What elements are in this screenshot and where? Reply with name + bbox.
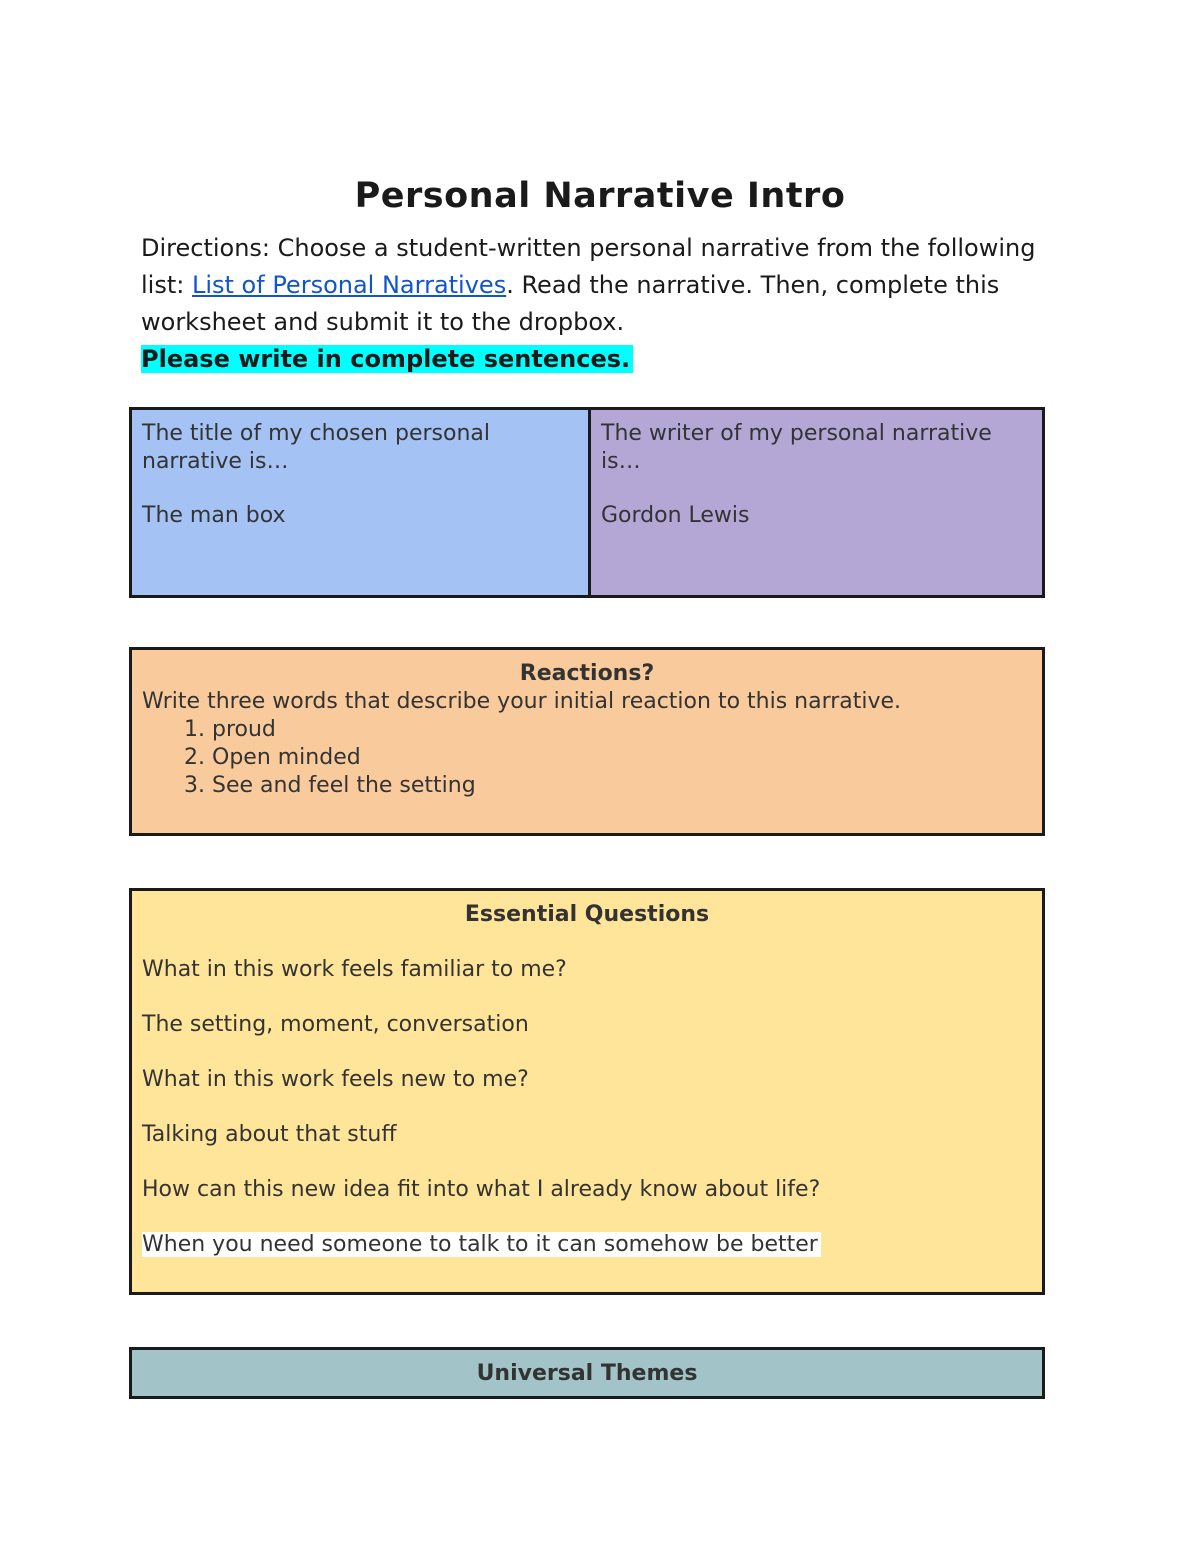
complete-sentences-note: Please write in complete sentences.	[141, 345, 633, 373]
question-3: How can this new idea fit into what I already know about life?	[142, 1177, 821, 1202]
narratives-list-link[interactable]: List of Personal Narratives	[191, 271, 507, 299]
reactions-list	[142, 716, 1032, 800]
directions	[141, 230, 1071, 378]
answer-1[interactable]: The setting, moment, conversation	[142, 1012, 529, 1037]
writer-answer[interactable]: Gordon Lewis	[601, 503, 750, 528]
info-table	[129, 407, 1045, 598]
reactions-box[interactable]	[129, 647, 1045, 836]
title-answer[interactable]: The man box	[142, 503, 286, 528]
question-2: What in this work feels new to me?	[142, 1067, 529, 1092]
writer-prompt: The writer of my personal narrative is…	[601, 421, 992, 474]
universal-themes-heading: Universal Themes	[476, 1361, 698, 1386]
essential-questions-heading: Essential Questions	[464, 902, 710, 927]
directions-text-1: Directions: Choose a student-written personal narrative from the following list:	[141, 234, 1036, 299]
reactions-prompt: Write three words that describe your initial reaction to this narrative.	[142, 689, 902, 714]
page-title: Personal Narrative Intro	[354, 176, 846, 216]
universal-themes-box	[129, 1347, 1045, 1399]
reaction-item[interactable]: 1. proud	[212, 716, 1032, 744]
answer-2[interactable]: Talking about that stuff	[142, 1122, 397, 1147]
title-prompt: The title of my chosen personal narrative is…	[142, 421, 490, 474]
title-cell[interactable]	[132, 410, 591, 595]
answer-3[interactable]: When you need someone to talk to it can somehow be better	[142, 1232, 821, 1257]
reaction-item[interactable]: 3. See and feel the setting	[212, 772, 1032, 800]
writer-cell[interactable]	[591, 410, 1042, 595]
essential-questions-box[interactable]	[129, 888, 1045, 1295]
reactions-heading: Reactions?	[519, 661, 655, 686]
reaction-item[interactable]: 2. Open minded	[212, 744, 1032, 772]
question-1: What in this work feels familiar to me?	[142, 957, 567, 982]
directions-text-2: . Read the narrative. Then, complete this worksheet and submit it to the dropbox.	[141, 271, 1000, 336]
